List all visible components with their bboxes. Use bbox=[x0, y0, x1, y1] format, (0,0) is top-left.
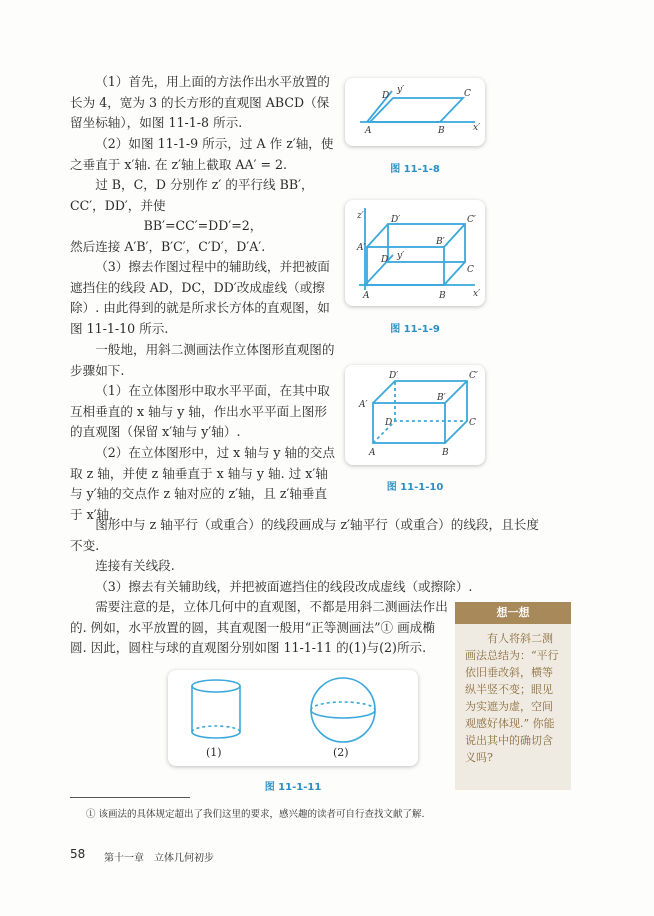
svg-text:B: B bbox=[438, 126, 445, 136]
svg-text:A: A bbox=[363, 291, 370, 301]
figure-caption: 图 11-1-11 bbox=[264, 782, 322, 793]
svg-text:D: D bbox=[382, 91, 390, 101]
svg-text:B′: B′ bbox=[436, 237, 445, 247]
paragraph-step1: （1）首先，用上面的方法作出水平放置的长为 4，宽为 3 的长方形的直观图 ABCD（保留坐标轴），如图 11-1-8 所示. bbox=[70, 74, 330, 131]
footnote: ① 该画法的具体规定超出了我们这里的要求，感兴趣的读者可自行查找文献了解. bbox=[86, 809, 425, 820]
figure-caption: 图 11-1-10 bbox=[386, 482, 444, 493]
sidebar-title: 想一想 bbox=[455, 602, 571, 624]
paragraph-step2: （2）如图 11-1-9 所示，过 A 作 z′轴，使之垂直于 x′轴. 在 z′轴上截取 AA′ = 2. bbox=[70, 136, 334, 172]
equation: BB′=CC′=DD′=2， bbox=[143, 218, 263, 233]
figure-11-1-8 bbox=[345, 78, 485, 146]
box-construction-diagram bbox=[345, 200, 485, 306]
figure-11-1-10 bbox=[345, 365, 485, 465]
svg-text:C: C bbox=[467, 265, 474, 275]
svg-text:y′: y′ bbox=[397, 85, 405, 95]
box-diagram bbox=[345, 365, 485, 465]
svg-text:B: B bbox=[442, 448, 449, 458]
figure-11-1-11 bbox=[168, 670, 418, 766]
subfigure-label-2: (2) bbox=[333, 746, 349, 759]
svg-text:D′: D′ bbox=[389, 371, 399, 381]
paragraph-note: 需要注意的是，立体几何中的直观图，不都是用斜二测画法作出的. 例如，水平放置的圆，其直观图一般用“正等测画法”① 画成椭圆. 因此，圆柱与球的直观图分别如图 11-1-11 的(1)与(2)所示. bbox=[70, 599, 448, 656]
think-sidebar bbox=[455, 602, 571, 790]
svg-text:D: D bbox=[381, 255, 389, 265]
paragraph-step3: （3）擦去作图过程中的辅助线，并把被面遮挡住的线段 AD，DC，DD′改成虚线（或擦除）. 由此得到的就是所求长方体的直观图，如图 11-1-10 所示. bbox=[70, 259, 330, 336]
page-number: 58 bbox=[70, 847, 86, 861]
svg-text:z′: z′ bbox=[357, 211, 364, 221]
paragraph-general: 一般地，用斜二测画法作立体图形直观图的步骤如下. bbox=[70, 342, 335, 378]
svg-text:B′: B′ bbox=[437, 393, 446, 403]
svg-text:x′: x′ bbox=[473, 123, 481, 133]
paragraph-general-step1: （1）在立体图形中取水平平面，在其中取互相垂直的 x 轴与 y 轴，作出水平平面上图形的直观图（保留 x′轴与 y′轴）. bbox=[70, 383, 330, 440]
svg-text:A: A bbox=[369, 448, 376, 458]
subfigure-label-1: (1) bbox=[206, 746, 222, 759]
paragraph-z-parallel: 图形中与 z 轴平行（或重合）的线段画成与 z′轴平行（或重合）的线段，且长度不变. bbox=[70, 517, 539, 553]
parallelogram-diagram bbox=[345, 78, 485, 146]
paragraph-connect: 然后连接 A′B′，B′C′，C′D′，D′A′. bbox=[70, 239, 266, 254]
svg-text:D′: D′ bbox=[391, 215, 401, 225]
paragraph-connect-lines: 连接有关线段. bbox=[95, 558, 175, 573]
figure-11-1-9 bbox=[345, 200, 485, 306]
svg-text:C′: C′ bbox=[469, 371, 478, 381]
svg-text:A′: A′ bbox=[359, 400, 368, 410]
svg-text:x′: x′ bbox=[473, 289, 481, 299]
paragraph-general-step3: （3）擦去有关辅助线，并把被面遮挡住的线段改成虚线（或擦除）. bbox=[95, 579, 473, 594]
svg-text:A: A bbox=[365, 126, 372, 136]
figure-caption: 图 11-1-8 bbox=[390, 164, 440, 175]
svg-text:D: D bbox=[385, 418, 393, 428]
sidebar-body: 有人将斜二测画法总结为：“平行依旧垂改斜，横等纵半竖不变；眼见为实遮为虚，空间观感好体现.” 你能说出其中的确切含义吗? bbox=[465, 632, 559, 764]
svg-text:C: C bbox=[469, 418, 476, 428]
svg-text:B: B bbox=[439, 291, 446, 301]
svg-text:C′: C′ bbox=[467, 215, 476, 225]
paragraph-general-step2: （2）在立体图形中，过 x 轴与 y 轴的交点取 z 轴，并使 z 轴垂直于 x 轴与 y 轴. 过 x′轴与 y′轴的交点作 z 轴对应的 z′轴，且 z′轴垂直于 x′轴. bbox=[70, 445, 335, 522]
footnote-rule bbox=[70, 797, 190, 798]
svg-text:y′: y′ bbox=[397, 251, 405, 261]
figure-caption: 图 11-1-9 bbox=[390, 324, 440, 335]
chapter-title: 第十一章 立体几何初步 bbox=[104, 853, 214, 864]
paragraph-parallels: 过 B，C，D 分别作 z′ 的平行线 BB′，CC′，DD′，并使 bbox=[70, 177, 314, 213]
svg-text:C: C bbox=[464, 89, 471, 99]
svg-text:A′: A′ bbox=[357, 243, 366, 253]
